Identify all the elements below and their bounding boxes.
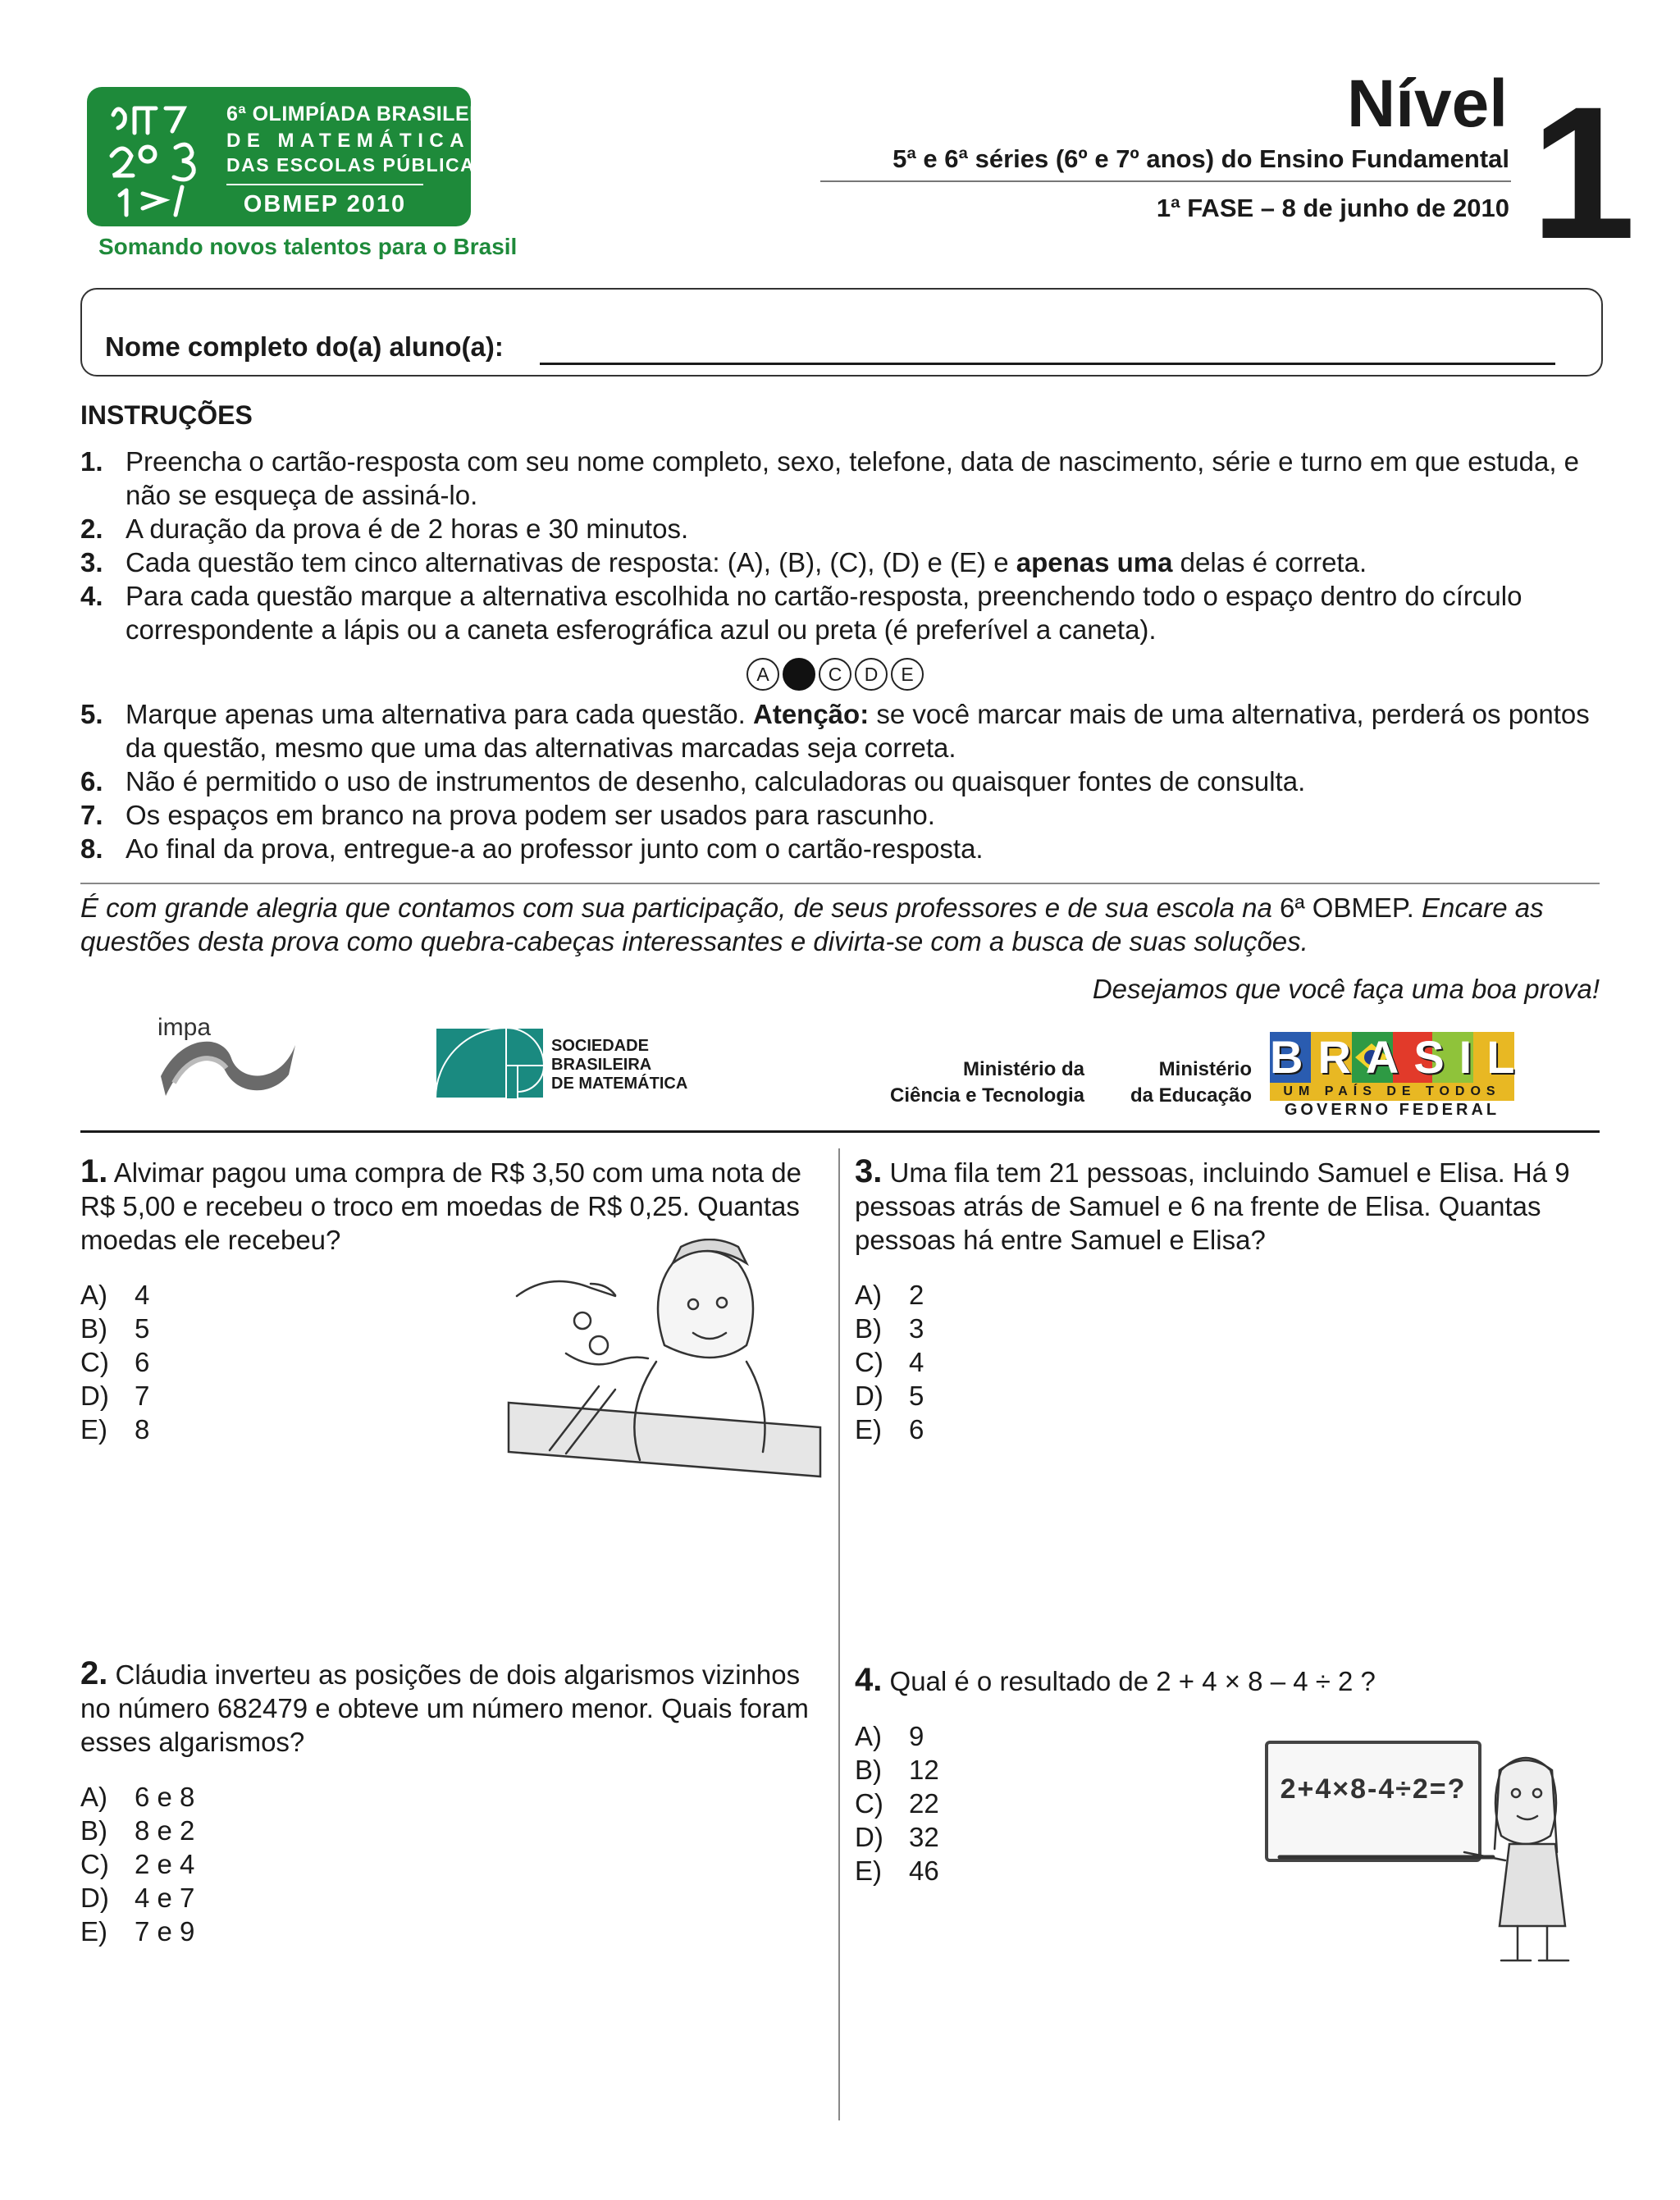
question-text: Alvimar pagou uma compra de R$ 3,50 com uma nota de R$ 5,00 e recebeu o troco em moedas de R$ 0,25. Quantas moedas ele recebeu? — [80, 1157, 801, 1255]
section-divider — [80, 883, 1600, 884]
option-d[interactable]: D) 32 — [855, 1822, 939, 1852]
chalkboard-expression: 2+4×8-4÷2=? — [1280, 1773, 1467, 1805]
math-expression: 2 + 4 × 8 – 4 ÷ 2 — [1156, 1666, 1354, 1696]
impa-label: impa — [158, 1014, 212, 1041]
question-number: 2. — [80, 1655, 108, 1691]
option-e[interactable]: E) 46 — [855, 1855, 939, 1886]
logo-obmep-year: OBMEP 2010 — [226, 184, 423, 221]
header-divider — [820, 180, 1511, 182]
option-d[interactable]: D) 5 — [855, 1381, 924, 1411]
bubble-d: D — [855, 658, 888, 691]
instruction-number: 2. — [80, 513, 103, 544]
option-c[interactable]: C) 22 — [855, 1788, 939, 1819]
option-a[interactable]: A) 9 — [855, 1721, 924, 1751]
option-b[interactable]: B) 5 — [80, 1313, 150, 1344]
instruction-item — [80, 832, 1600, 865]
question-number: 4. — [855, 1662, 883, 1698]
instruction-number: 5. — [80, 699, 103, 729]
option-b[interactable]: B) 3 — [855, 1313, 924, 1344]
instruction-number: 1. — [80, 446, 103, 477]
question-4: 4. Qual é o resultado de 2 + 4 × 8 – 4 ÷ 2 ? — [855, 1662, 1376, 1698]
instruction-number: 7. — [80, 800, 103, 830]
question-3 — [855, 1155, 1600, 1257]
bubble-b-filled — [783, 658, 815, 691]
level-number: 1 — [1531, 67, 1636, 278]
option-a[interactable]: A) 2 — [855, 1280, 924, 1310]
option-a[interactable]: A) 6 e 8 — [80, 1782, 195, 1812]
federal-government-label: GOVERNO FEDERAL — [1284, 1101, 1500, 1119]
girl-at-board-illustration — [1255, 1737, 1600, 1975]
instruction-text: Para cada questão marque a alternativa escolhida no cartão-resposta, preenchendo todo o espaço dentro do círculo correspondente a lápis ou a caneta esferográfica azul ou preta (é preferível a caneta). — [126, 581, 1522, 645]
instruction-number: 4. — [80, 581, 103, 611]
brasil-wordmark: BRASIL — [1270, 1031, 1530, 1083]
option-e[interactable]: E) 6 — [855, 1414, 924, 1445]
logo-slogan: Somando novos talentos para o Brasil — [98, 234, 518, 259]
instruction-number: 8. — [80, 833, 103, 864]
instruction-item — [80, 579, 1600, 646]
option-d[interactable]: D) 4 e 7 — [80, 1883, 195, 1913]
ministry-education: Ministério da Educação — [1130, 1058, 1252, 1107]
question-2 — [80, 1657, 827, 1759]
question-3-options — [855, 1278, 924, 1446]
question-2-options — [80, 1780, 194, 1948]
logo-schools: DAS ESCOLAS PÚBLICAS — [226, 154, 490, 176]
bubble-e: E — [891, 658, 924, 691]
question-4-options — [855, 1719, 939, 1887]
instruction-item — [80, 798, 1600, 832]
instruction-item — [80, 697, 1600, 765]
instructions-title: INSTRUÇÕES — [80, 400, 253, 430]
question-text: Qual é o resultado de — [889, 1666, 1157, 1696]
instruction-text: Cada questão tem cinco alternativas de resposta: (A), (B), (C), (D) e (E) e apenas uma delas é correta. — [126, 547, 1367, 577]
brasil-tagline: UM PAÍS DE TODOS — [1270, 1083, 1514, 1101]
answer-bubble-example — [746, 658, 924, 691]
column-divider — [838, 1148, 840, 2120]
question-number: 1. — [80, 1153, 108, 1189]
good-luck-message: Desejamos que você faça uma boa prova! — [1092, 974, 1600, 1004]
instruction-text: Preencha o cartão-resposta com seu nome completo, sexo, telefone, data de nascimento, série e turno em que estuda, e não se esqueça de assiná-lo. — [126, 446, 1580, 510]
logo-olympiad-title: 6ª OLIMPÍADA BRASILEIRA — [226, 103, 506, 126]
instruction-text: Os espaços em branco na prova podem ser usados para rascunho. — [126, 800, 935, 830]
boy-receiving-coins-illustration — [500, 1239, 829, 1485]
sbm-name: SOCIEDADE BRASILEIRA DE MATEMÁTICA — [551, 1037, 688, 1093]
option-e[interactable]: E) 8 — [80, 1414, 150, 1445]
instruction-item — [80, 512, 1600, 545]
closing-message: É com grande alegria que contamos com sua participação, de seus professores e de sua escola na 6ª OBMEP. Encare as questões desta prova como quebra-cabeças interessantes e divirta-se com a busca de suas soluções. — [80, 892, 1544, 956]
instruction-item — [80, 545, 1600, 579]
option-c[interactable]: C) 6 — [80, 1347, 150, 1377]
instruction-text: Marque apenas uma alternativa para cada questão. Atenção: se você marcar mais de uma alternativa, perderá os pontos da questão, mesmo que uma das alternativas marcadas seja correta. — [126, 699, 1590, 763]
question-number: 3. — [855, 1153, 883, 1189]
instruction-text: Não é permitido o uso de instrumentos de desenho, calculadoras ou quaisquer fontes de consulta. — [126, 766, 1306, 796]
option-b[interactable]: B) 12 — [855, 1755, 939, 1785]
option-c[interactable]: C) 2 e 4 — [80, 1849, 195, 1879]
exam-phase-date: 1ª FASE – 8 de junho de 2010 — [1156, 194, 1509, 222]
question-text: Uma fila tem 21 pessoas, incluindo Samuel e Elisa. Há 9 pessoas atrás de Samuel e 6 na frente de Elisa. Quantas pessoas há entre Samuel e Elisa? — [855, 1157, 1570, 1255]
question-1-options — [80, 1278, 149, 1446]
student-name-field[interactable] — [540, 363, 1555, 365]
sbm-logo-icon — [435, 1027, 545, 1099]
student-name-label: Nome completo do(a) aluno(a): — [105, 331, 504, 362]
olympiad-digits-icon — [105, 97, 220, 220]
option-a[interactable]: A) 4 — [80, 1280, 150, 1310]
instruction-number: 6. — [80, 766, 103, 796]
level-label: Nível — [1347, 66, 1508, 141]
instruction-text: Ao final da prova, entregue-a ao professor junto com o cartão-resposta. — [126, 833, 984, 864]
option-e[interactable]: E) 7 e 9 — [80, 1916, 195, 1947]
question-text: Cláudia inverteu as posições de dois algarismos vizinhos no número 682479 e obteve um número menor. Quais foram esses algarismos? — [80, 1659, 809, 1757]
instruction-item — [80, 445, 1600, 512]
instruction-number: 3. — [80, 547, 103, 577]
impa-mobius-icon — [158, 1025, 299, 1099]
option-b[interactable]: B) 8 e 2 — [80, 1815, 195, 1846]
questions-divider — [80, 1130, 1600, 1133]
grade-series: 5ª e 6ª séries (6º e 7º anos) do Ensino Fundamental — [892, 144, 1509, 173]
bubble-c: C — [819, 658, 851, 691]
instruction-item — [80, 765, 1600, 798]
logo-subject: DE MATEMÁTICA — [226, 130, 471, 152]
option-c[interactable]: C) 4 — [855, 1347, 924, 1377]
bubble-a: A — [746, 658, 779, 691]
instruction-text: A duração da prova é de 2 horas e 30 minutos. — [126, 513, 689, 544]
ministry-science-technology: Ministério da Ciência e Tecnologia — [890, 1058, 1084, 1107]
option-d[interactable]: D) 7 — [80, 1381, 150, 1411]
